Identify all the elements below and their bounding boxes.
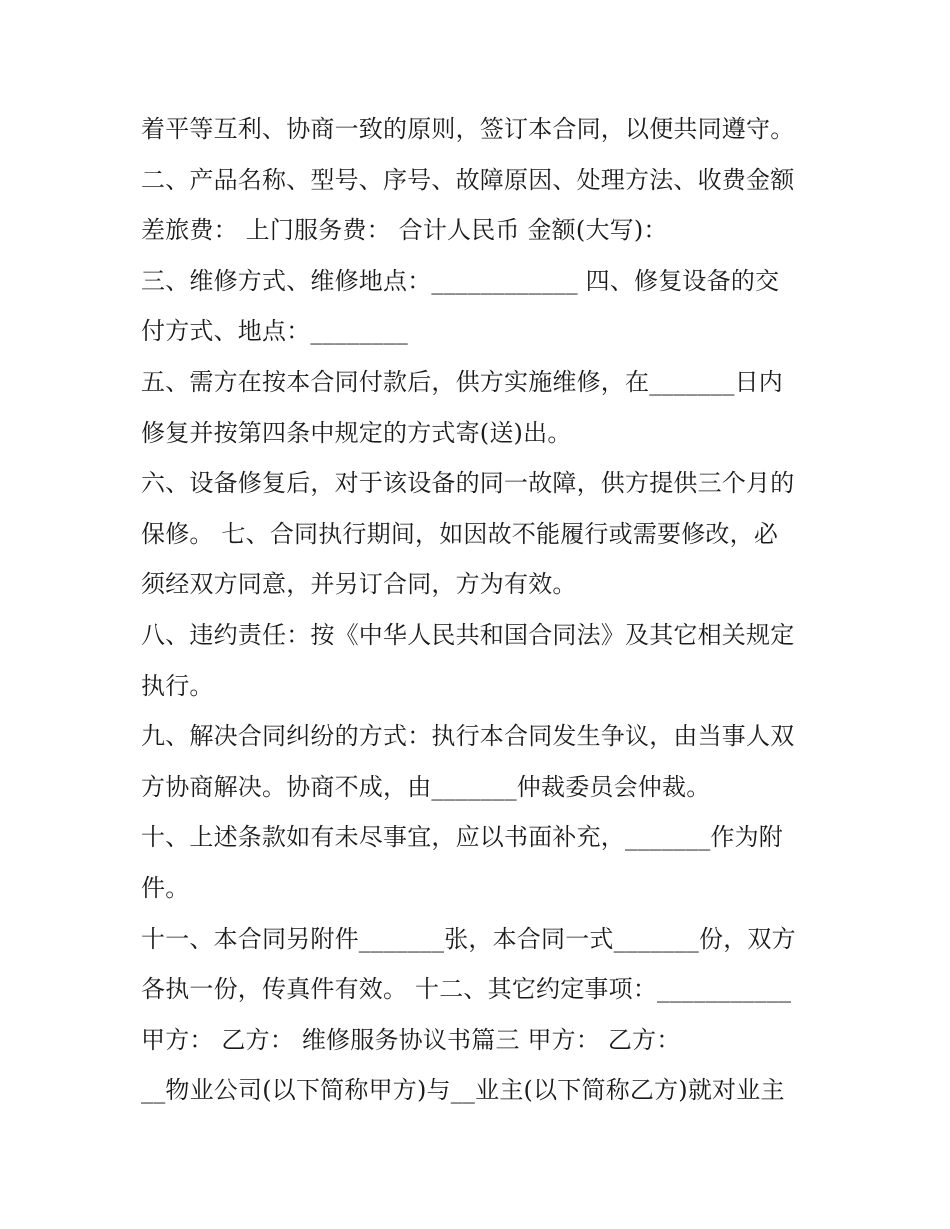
text-line-10: 须经双方同意，并另订合同，方为有效。 (141, 570, 577, 599)
text-line-17: 十一、本合同另附件_______张，本合同一式_______份，双方 (141, 924, 796, 953)
text-line-2: 二、产品名称、型号、序号、故障原因、处理方法、收费金额 (141, 165, 795, 194)
text-line-16: 件。 (141, 873, 190, 902)
text-line-6: 五、需方在按本合同付款后，供方实施维修，在_______日内 (141, 367, 783, 396)
text-line-9: 保修。 七、合同执行期间，如因故不能履行或需要修改，必 (141, 519, 779, 548)
contract-body-text (141, 104, 831, 1116)
text-line-19: 甲方： 乙方： 维修服务协议书篇三 甲方： 乙方： (141, 1025, 681, 1054)
text-line-14: 方协商解决。协商不成，由_______仲裁委员会仲裁。 (141, 772, 711, 801)
text-line-1: 着平等互利、协商一致的原则，签订本合同，以便共同遵守。 (141, 115, 795, 143)
text-line-20: __物业公司(以下简称甲方)与__业主(以下简称乙方)就对业主 (141, 1076, 785, 1105)
text-line-5: 付方式、地点：________ (141, 317, 408, 346)
text-line-11: 八、违约责任：按《中华人民共和国合同法》及其它相关规定 (141, 620, 795, 649)
text-line-18: 各执一份，传真件有效。 十二、其它约定事项：___________ (141, 975, 792, 1004)
text-line-13: 九、解决合同纠纷的方式：执行本合同发生争议，由当事人双 (141, 722, 795, 751)
text-line-3: 差旅费： 上门服务费： 合计人民币 金额(大写)： (141, 216, 668, 245)
text-line-7: 修复并按第四条中规定的方式寄(送)出。 (141, 418, 572, 447)
text-line-15: 十、上述条款如有未尽事宜，应以书面补充，_______作为附 (141, 823, 783, 852)
text-line-8: 六、设备修复后，对于该设备的同一故障，供方提供三个月的 (141, 469, 795, 498)
text-line-12: 执行。 (141, 671, 214, 700)
text-line-4: 三、维修方式、维修地点：____________ 四、修复设备的交 (141, 266, 780, 295)
